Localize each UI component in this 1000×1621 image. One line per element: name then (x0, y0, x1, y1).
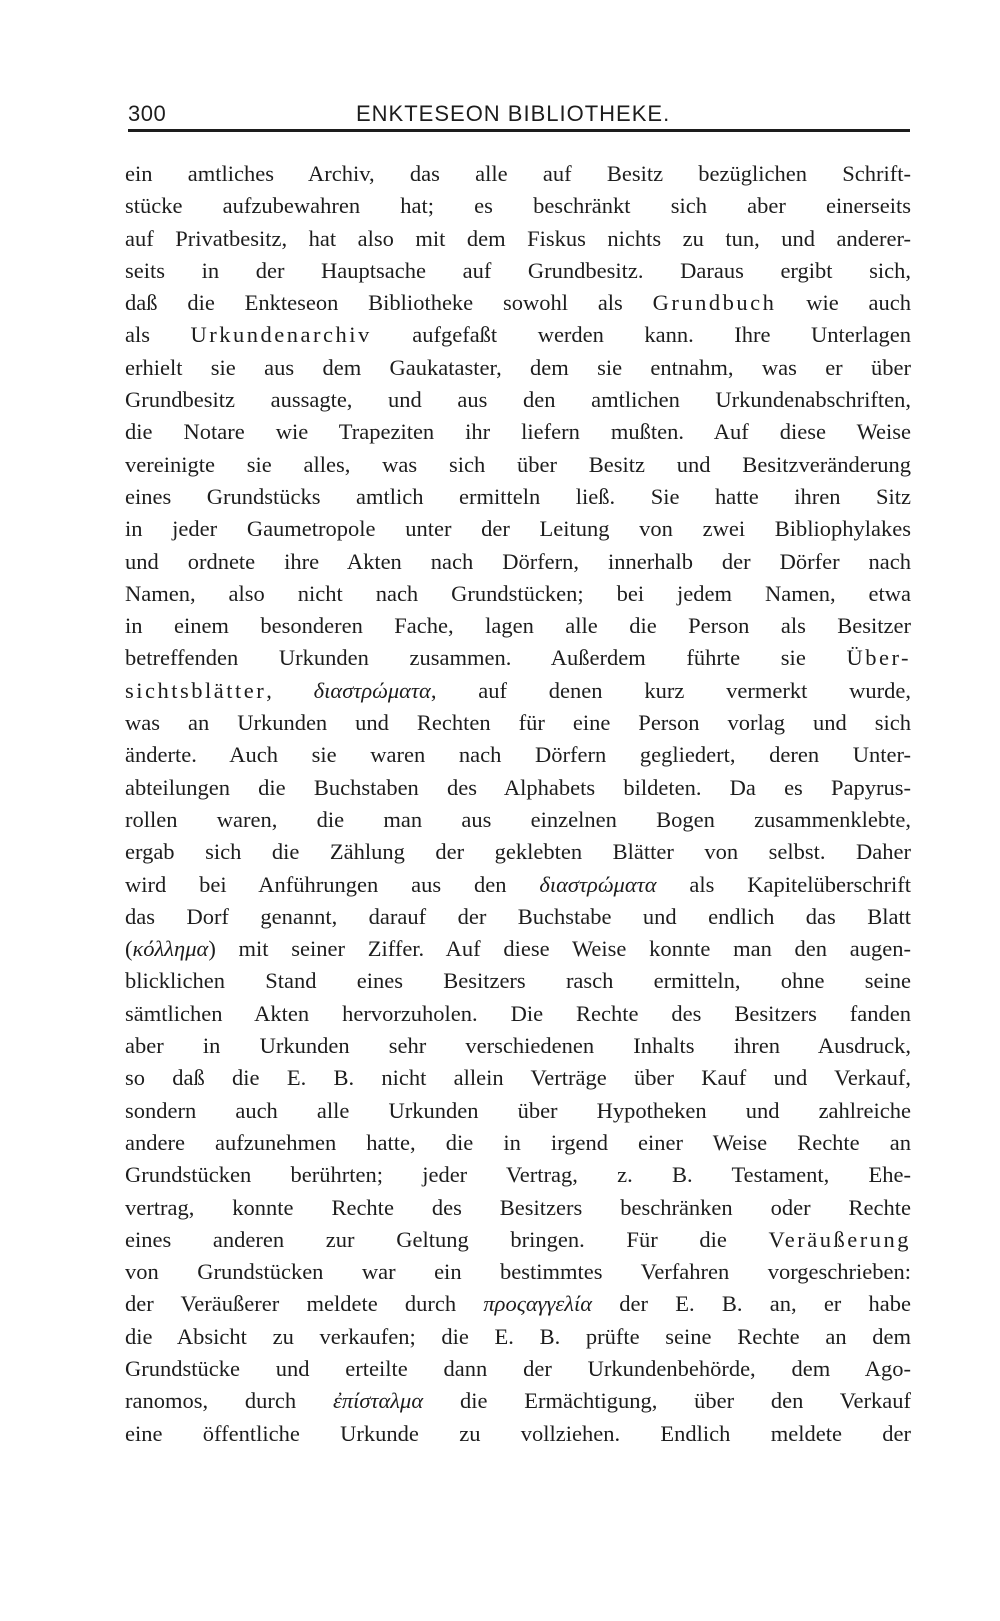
text-line: änderte. Auch sie waren nach Dörfern gegliedert, deren Unter- (125, 742, 911, 768)
greek-term: διαστρώματα (539, 871, 657, 897)
text-line: vertrag, konnte Rechte des Besitzers beschränken oder Rechte (125, 1194, 911, 1220)
text-line: seits in der Hauptsache auf Grundbesitz. Daraus ergibt sich, (125, 257, 911, 283)
text-line: Grundstücken berührten; jeder Vertrag, z. B. Testament, Ehe- (125, 1162, 911, 1188)
greek-term: διαστρώματα (313, 677, 431, 703)
text-line: was an Urkunden und Rechten für eine Person vorlag und sich (125, 710, 911, 736)
greek-term: ἐπίσταλμα (332, 1388, 424, 1414)
text-line: als Urkundenarchiv aufgefaßt werden kann. Ihre Unterlagen (125, 322, 911, 348)
text-line: Grundbesitz aussagte, und aus den amtlichen Urkundenabschriften, (125, 387, 911, 413)
text-line: andere aufzunehmen hatte, die in irgend einer Weise Rechte an (125, 1129, 911, 1155)
text-line: von Grundstücken war ein bestimmtes Verfahren vorgeschrieben: (125, 1259, 911, 1285)
spaced-term: Grundbuch (652, 290, 777, 316)
text-line: wird bei Anführungen aus den διαστρώματα als Kapitelüberschrift (125, 871, 911, 897)
text-line: erhielt sie aus dem Gaukataster, dem sie entnahm, was er über (125, 354, 911, 380)
text-line: eine öffentliche Urkunde zu vollziehen. Endlich meldete der (125, 1420, 911, 1446)
page-number: 300 (128, 101, 167, 126)
text-line: auf Privatbesitz, hat also mit dem Fiskus nichts zu tun, und anderer- (125, 225, 911, 251)
text-line: ein amtliches Archiv, das alle auf Besitz bezüglichen Schrift- (125, 161, 911, 186)
body-text (125, 158, 911, 1450)
text-line: und ordnete ihre Akten nach Dörfern, innerhalb der Dörfer nach (125, 548, 911, 574)
spaced-term: Urkundenarchiv (190, 322, 372, 348)
spaced-term: Über- (846, 645, 911, 671)
text-line: eines Grundstücks amtlich ermitteln ließ. Sie hatte ihren Sitz (125, 483, 911, 509)
text-line: rollen waren, die man aus einzelnen Bogen zusammenklebte, (125, 806, 911, 832)
text-line: aber in Urkunden sehr verschiedenen Inhalts ihren Ausdruck, (125, 1033, 911, 1059)
greek-term: προςαγγελία (483, 1291, 593, 1317)
spaced-term: Veräußerung (768, 1226, 911, 1252)
text-line: eines anderen zur Geltung bringen. Für die Veräußerung (125, 1226, 911, 1252)
text-line: blicklichen Stand eines Besitzers rasch ermitteln, ohne seine (125, 968, 911, 994)
text-line: die Notare wie Trapeziten ihr liefern mußten. Auf diese Weise (125, 419, 911, 445)
text-line: Namen, also nicht nach Grundstücken; bei jedem Namen, etwa (125, 580, 911, 606)
text-line: Grundstücke und erteilte dann der Urkundenbehörde, dem Ago- (125, 1355, 911, 1381)
greek-term: κόλλημα (132, 936, 209, 962)
text-line: ranomos, durch ἐπίσταλμα die Ermächtigung, über den Verkauf (125, 1388, 912, 1414)
text-line: in jeder Gaumetropole unter der Leitung von zwei Bibliophylakes (125, 516, 911, 542)
spaced-term: sichtsblätter (125, 677, 267, 703)
text-line: stücke aufzubewahren hat; es beschränkt sich aber einerseits (125, 193, 911, 219)
text-line: die Absicht zu verkaufen; die E. B. prüfte seine Rechte an dem (125, 1323, 911, 1349)
text-line: sondern auch alle Urkunden über Hypotheken und zahlreiche (125, 1097, 911, 1123)
text-line: vereinigte sie alles, was sich über Besitz und Besitzveränderung (125, 451, 911, 477)
text-line: (κόλλημα) mit seiner Ziffer. Auf diese Weise konnte man den augen- (125, 936, 911, 962)
header-rule (128, 129, 910, 132)
text-line: daß die Enkteseon Bibliotheke sowohl als Grundbuch wie auch (125, 290, 912, 316)
text-line: der Veräußerer meldete durch προςαγγελία der E. B. an, er habe (125, 1291, 912, 1317)
text-line: sichtsblätter, διαστρώματα, auf denen kurz vermerkt wurde, (125, 677, 911, 703)
text-line: sämtlichen Akten hervorzuholen. Die Rechte des Besitzers fanden (125, 1000, 911, 1026)
text-line: abteilungen die Buchstaben des Alphabets bildeten. Da es Papyrus- (125, 774, 911, 800)
page-header (128, 95, 908, 129)
running-head: ENKTESEON BIBLIOTHEKE. (356, 101, 671, 126)
text-line: in einem besonderen Fache, lagen alle die Person als Besitzer (125, 613, 911, 639)
text-line: betreffenden Urkunden zusammen. Außerdem führte sie Über- (125, 645, 911, 671)
text-line: das Dorf genannt, darauf der Buchstabe und endlich das Blatt (125, 903, 911, 929)
text-line: so daß die E. B. nicht allein Verträge über Kauf und Verkauf, (125, 1065, 911, 1091)
text-line: ergab sich die Zählung der geklebten Blätter von selbst. Daher (125, 839, 911, 865)
